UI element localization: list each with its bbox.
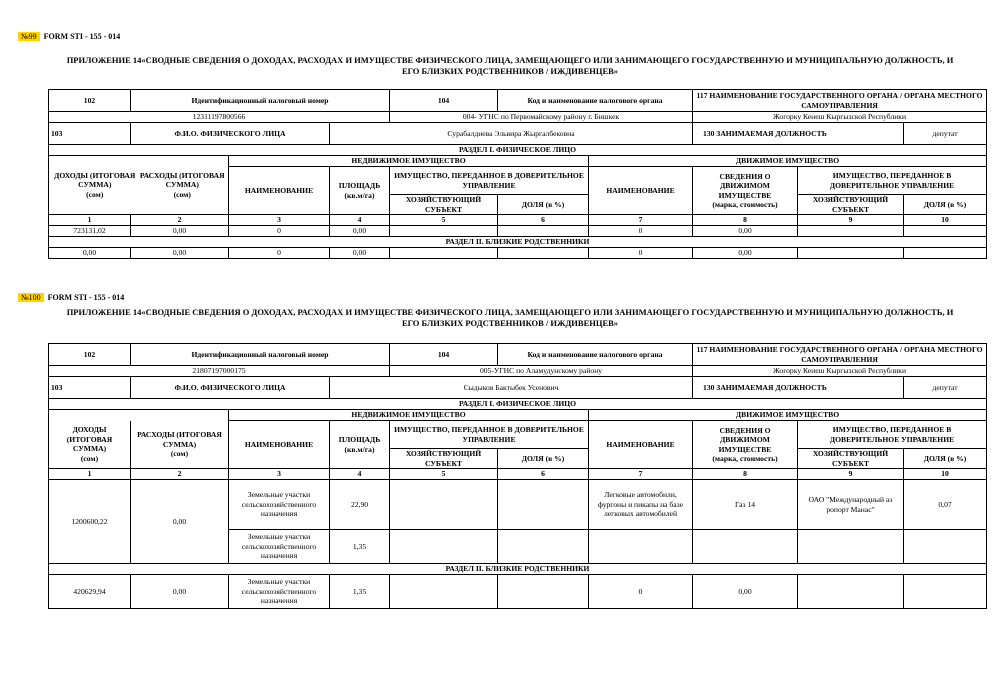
area-header	[330, 421, 390, 469]
area-value: 1,35	[330, 530, 390, 564]
position-label: 130 ЗАНИМАЕМАЯ ДОЛЖНОСТЬ	[693, 123, 904, 145]
area-value: 1,35	[330, 575, 390, 609]
gov-org-value: Жогорку Кенеш Кыргызской Республики	[693, 112, 987, 123]
movable-share	[904, 575, 987, 609]
table-row	[49, 226, 987, 237]
position-value: депутат	[904, 377, 987, 399]
form-title: ПРИЛОЖЕНИЕ 14«СВОДНЫЕ СВЕДЕНИЯ О ДОХОДАХ, РАСХОДАХ И ИМУЩЕСТВЕ ФИЗИЧЕСКОГО ЛИЦА, ЗАМЕЩАЮЩЕГО ИЛИ ЗАНИМАЮЩЕГО ГОСУДАРСТВЕННУЮ И МУНИЦИПАЛЬНУЮ ДОЛЖНОСТЬ, И ЕГО БЛИЗКИХ РОДСТВЕННИКОВ / ИЖДИВЕНЦЕВ»	[66, 55, 954, 76]
expense-unit: (сом)	[170, 449, 189, 458]
entity-value	[390, 226, 498, 237]
tax-org-value: 005-УГНС по Аламудунскому району	[390, 366, 693, 377]
record-number: №100	[18, 293, 44, 302]
expense-header-label: РАСХОДЫ (ИТОГОВАЯ СУММА)	[139, 170, 225, 190]
code-104: 104	[390, 344, 498, 366]
tin-label: Идентификационный налоговый номер	[131, 344, 390, 366]
income-value: 0,00	[49, 248, 131, 259]
position-label: 130 ЗАНИМАЕМАЯ ДОЛЖНОСТЬ	[693, 377, 904, 399]
col-num: 4	[330, 469, 390, 480]
col-num: 4	[330, 215, 390, 226]
col-num: 5	[390, 469, 498, 480]
expense-header	[139, 171, 227, 200]
movable-share-header: ДОЛЯ (в %)	[904, 195, 987, 215]
trust-header: ИМУЩЕСТВО, ПЕРЕДАННОЕ В ДОВЕРИТЕЛЬНОЕ УПРАВЛЕНИЕ	[390, 167, 589, 195]
movable-name: 0	[589, 226, 693, 237]
income-header	[49, 421, 131, 469]
area-unit: (кв.м/га)	[344, 444, 375, 454]
name-header: НАИМЕНОВАНИЕ	[229, 167, 330, 215]
real-estate-name: 0	[229, 226, 330, 237]
income-unit: (сом)	[80, 453, 99, 463]
declaration-table-100	[48, 343, 987, 609]
fio-label: Ф.И.О. ФИЗИЧЕСКОГО ЛИЦА	[131, 377, 330, 399]
real-estate-name: Земельные участки сельскохозяйственного назначения	[229, 480, 330, 530]
tin-value: 12311197800566	[49, 112, 390, 123]
movable-info-unit: (марка, стоимость)	[712, 454, 778, 463]
col-num: 10	[904, 469, 987, 480]
real-estate-header: НЕДВИЖИМОЕ ИМУЩЕСТВО	[229, 156, 589, 167]
entity-header: ХОЗЯЙСТВУЮЩИЙ СУБЪЕКТ	[390, 449, 498, 469]
expense-value: 0,00	[131, 248, 229, 259]
col-num: 2	[131, 215, 229, 226]
real-estate-name: Земельные участки сельскохозяйственного назначения	[229, 530, 330, 564]
blank-cell	[49, 156, 229, 215]
col-num: 8	[693, 469, 798, 480]
empty-cell	[693, 530, 798, 564]
share-header: ДОЛЯ (в %)	[498, 449, 589, 469]
share-value	[498, 226, 589, 237]
area-header	[330, 167, 390, 215]
share-value	[498, 575, 589, 609]
movable-name: 0	[589, 248, 693, 259]
fio-label: Ф.И.О. ФИЗИЧЕСКОГО ЛИЦА	[131, 123, 330, 145]
movable-info-unit: (марка, стоимость)	[712, 200, 778, 209]
movable-entity	[798, 248, 904, 259]
movable-info-label: СВЕДЕНИЯ О ДВИЖИМОМ ИМУЩЕСТВЕ	[718, 425, 772, 454]
expense-label: РАСХОДЫ (ИТОГОВАЯ СУММА)	[137, 430, 222, 449]
movable-info: Газ 14	[693, 480, 798, 530]
col-num: 8	[693, 215, 798, 226]
col-num: 3	[229, 469, 330, 480]
share-value	[498, 480, 589, 530]
area-value: 0,00	[330, 248, 390, 259]
movable-entity	[798, 575, 904, 609]
income-header	[51, 171, 139, 200]
movable-share-header: ДОЛЯ (в %)	[904, 449, 987, 469]
income-value: 420629,94	[49, 575, 131, 609]
code-104: 104	[390, 90, 498, 112]
empty-cell	[904, 530, 987, 564]
section-1-title: РАЗДЕЛ I. ФИЗИЧЕСКОЕ ЛИЦО	[49, 145, 987, 156]
area-value: 22,90	[330, 480, 390, 530]
empty-cell	[798, 530, 904, 564]
real-estate-name: Земельные участки сельскохозяйственного назначения	[229, 575, 330, 609]
col-num: 2	[131, 469, 229, 480]
entity-value	[390, 248, 498, 259]
col-num: 9	[798, 469, 904, 480]
table-row	[49, 575, 987, 609]
movable-name: 0	[589, 575, 693, 609]
expense-value: 0,00	[131, 480, 229, 564]
expense-header-unit: (сом)	[173, 189, 191, 199]
expense-header	[131, 421, 229, 469]
area-unit: (кв.м/га)	[344, 190, 375, 200]
col-num: 3	[229, 215, 330, 226]
gov-org-value: Жогорку Кенеш Кыргызской Республики	[693, 366, 987, 377]
movable-share: 0,07	[904, 480, 987, 530]
form-title: ПРИЛОЖЕНИЕ 14«СВОДНЫЕ СВЕДЕНИЯ О ДОХОДАХ, РАСХОДАХ И ИМУЩЕСТВЕ ФИЗИЧЕСКОГО ЛИЦА, ЗАМЕЩАЮЩЕГО ИЛИ ЗАНИМАЮЩЕГО ГОСУДАРСТВЕННУЮ И МУНИЦИПАЛЬНУЮ ДОЛЖНОСТЬ, И ЕГО БЛИЗКИХ РОДСТВЕННИКОВ / ИЖДИВЕНЦЕВ»	[66, 307, 954, 328]
movable-entity-header: ХОЗЯЙСТВУЮЩИЙ СУБЪЕКТ	[798, 449, 904, 469]
entity-value	[390, 480, 498, 530]
trust-header: ИМУЩЕСТВО, ПЕРЕДАННОЕ В ДОВЕРИТЕЛЬНОЕ УПРАВЛЕНИЕ	[390, 421, 589, 449]
tin-value: 21807197000175	[49, 366, 390, 377]
movable-name-header: НАИМЕНОВАНИЕ	[589, 421, 693, 469]
movable-entity	[798, 226, 904, 237]
share-header: ДОЛЯ (в %)	[498, 195, 589, 215]
record-number: №99	[18, 32, 40, 41]
expense-value: 0,00	[131, 575, 229, 609]
code-103: 103	[49, 377, 131, 399]
movable-info-label: СВЕДЕНИЯ О ДВИЖИМОМ ИМУЩЕСТВЕ	[718, 171, 772, 200]
income-header-unit: (сом)	[86, 189, 104, 199]
section-1-title: РАЗДЕЛ I. ФИЗИЧЕСКОЕ ЛИЦО	[49, 399, 987, 410]
section-2-title: РАЗДЕЛ II. БЛИЗКИЕ РОДСТВЕННИКИ	[49, 564, 987, 575]
movable-info: 0,00	[693, 575, 798, 609]
area-label: ПЛОЩАДЬ	[338, 435, 381, 444]
income-value: 723131,02	[49, 226, 131, 237]
tax-org-label: Код и наименование налогового органа	[498, 90, 693, 112]
empty-cell	[390, 530, 498, 564]
col-num: 1	[49, 215, 131, 226]
code-103: 103	[49, 123, 131, 145]
gov-org-label: 117 НАИМЕНОВАНИЕ ГОСУДАРСТВЕННОГО ОРГАНА / ОРГАНА МЕСТНОГО САМОУПРАВЛЕНИЯ	[693, 344, 987, 366]
movable-name: Легковые автомобили, фургоны и пикапы на базе легковых автомобилей	[589, 480, 693, 530]
movable-entity-header: ХОЗЯЙСТВУЮЩИЙ СУБЪЕКТ	[798, 195, 904, 215]
movable-info-header	[693, 167, 798, 215]
movable-entity: ОАО "Международный аэ ропорт Манас"	[798, 480, 904, 530]
entity-header: ХОЗЯЙСТВУЮЩИЙ СУБЪЕКТ	[390, 195, 498, 215]
position-value: депутат	[904, 123, 987, 145]
movable-share	[904, 226, 987, 237]
col-num: 7	[589, 215, 693, 226]
income-label: ДОХОДЫ (ИТОГОВАЯ СУММА)	[66, 425, 113, 454]
col-num: 9	[798, 215, 904, 226]
movable-info: 0,00	[693, 248, 798, 259]
fio-value: Сурабалдиева Эльвира Жыргалбековна	[330, 123, 693, 145]
tax-org-label: Код и наименование налогового органа	[498, 344, 693, 366]
real-estate-header: НЕДВИЖИМОЕ ИМУЩЕСТВО	[229, 410, 589, 421]
area-value: 0,00	[330, 226, 390, 237]
table-row	[49, 480, 987, 530]
col-num: 5	[390, 215, 498, 226]
blank-cell	[49, 410, 229, 421]
movable-share	[904, 248, 987, 259]
expense-value: 0,00	[131, 226, 229, 237]
table-row	[49, 248, 987, 259]
code-102: 102	[49, 90, 131, 112]
movable-header: ДВИЖИМОЕ ИМУЩЕСТВО	[589, 410, 987, 421]
form-header-100	[18, 293, 124, 302]
movable-header: ДВИЖИМОЕ ИМУЩЕСТВО	[589, 156, 987, 167]
col-num: 7	[589, 469, 693, 480]
entity-value	[390, 575, 498, 609]
form-header-99	[18, 32, 120, 41]
share-value	[498, 248, 589, 259]
form-code: FORM STI - 155 - 014	[43, 32, 121, 41]
income-value: 1200600,22	[49, 480, 131, 564]
section-2-title: РАЗДЕЛ II. БЛИЗКИЕ РОДСТВЕННИКИ	[49, 237, 987, 248]
empty-cell	[498, 530, 589, 564]
empty-cell	[589, 530, 693, 564]
code-102: 102	[49, 344, 131, 366]
movable-info-header	[693, 421, 798, 469]
form-code: FORM STI - 155 - 014	[47, 293, 125, 302]
tax-org-value: 004- УГНС по Первомайскому району г. Бишкек	[390, 112, 693, 123]
col-num: 10	[904, 215, 987, 226]
gov-org-label: 117 НАИМЕНОВАНИЕ ГОСУДАРСТВЕННОГО ОРГАНА / ОРГАНА МЕСТНОГО САМОУПРАВЛЕНИЯ	[693, 90, 987, 112]
fio-value: Сыдыков Бактыбек Усенович	[330, 377, 693, 399]
movable-trust-header: ИМУЩЕСТВО, ПЕРЕДАННОЕ В ДОВЕРИТЕЛЬНОЕ УПРАВЛЕНИЕ	[798, 167, 987, 195]
col-num: 6	[498, 469, 589, 480]
real-estate-name: 0	[229, 248, 330, 259]
movable-trust-header: ИМУЩЕСТВО, ПЕРЕДАННОЕ В ДОВЕРИТЕЛЬНОЕ УПРАВЛЕНИЕ	[798, 421, 987, 449]
col-num: 6	[498, 215, 589, 226]
income-header-label: ДОХОДЫ (ИТОГОВАЯ СУММА)	[54, 170, 136, 190]
movable-info: 0,00	[693, 226, 798, 237]
name-header: НАИМЕНОВАНИЕ	[229, 421, 330, 469]
movable-name-header: НАИМЕНОВАНИЕ	[589, 167, 693, 215]
declaration-table-99	[48, 89, 987, 259]
col-num: 1	[49, 469, 131, 480]
income-expense-headers	[51, 171, 226, 200]
tin-label: Идентификационный налоговый номер	[131, 90, 390, 112]
area-label: ПЛОЩАДЬ	[338, 181, 381, 190]
